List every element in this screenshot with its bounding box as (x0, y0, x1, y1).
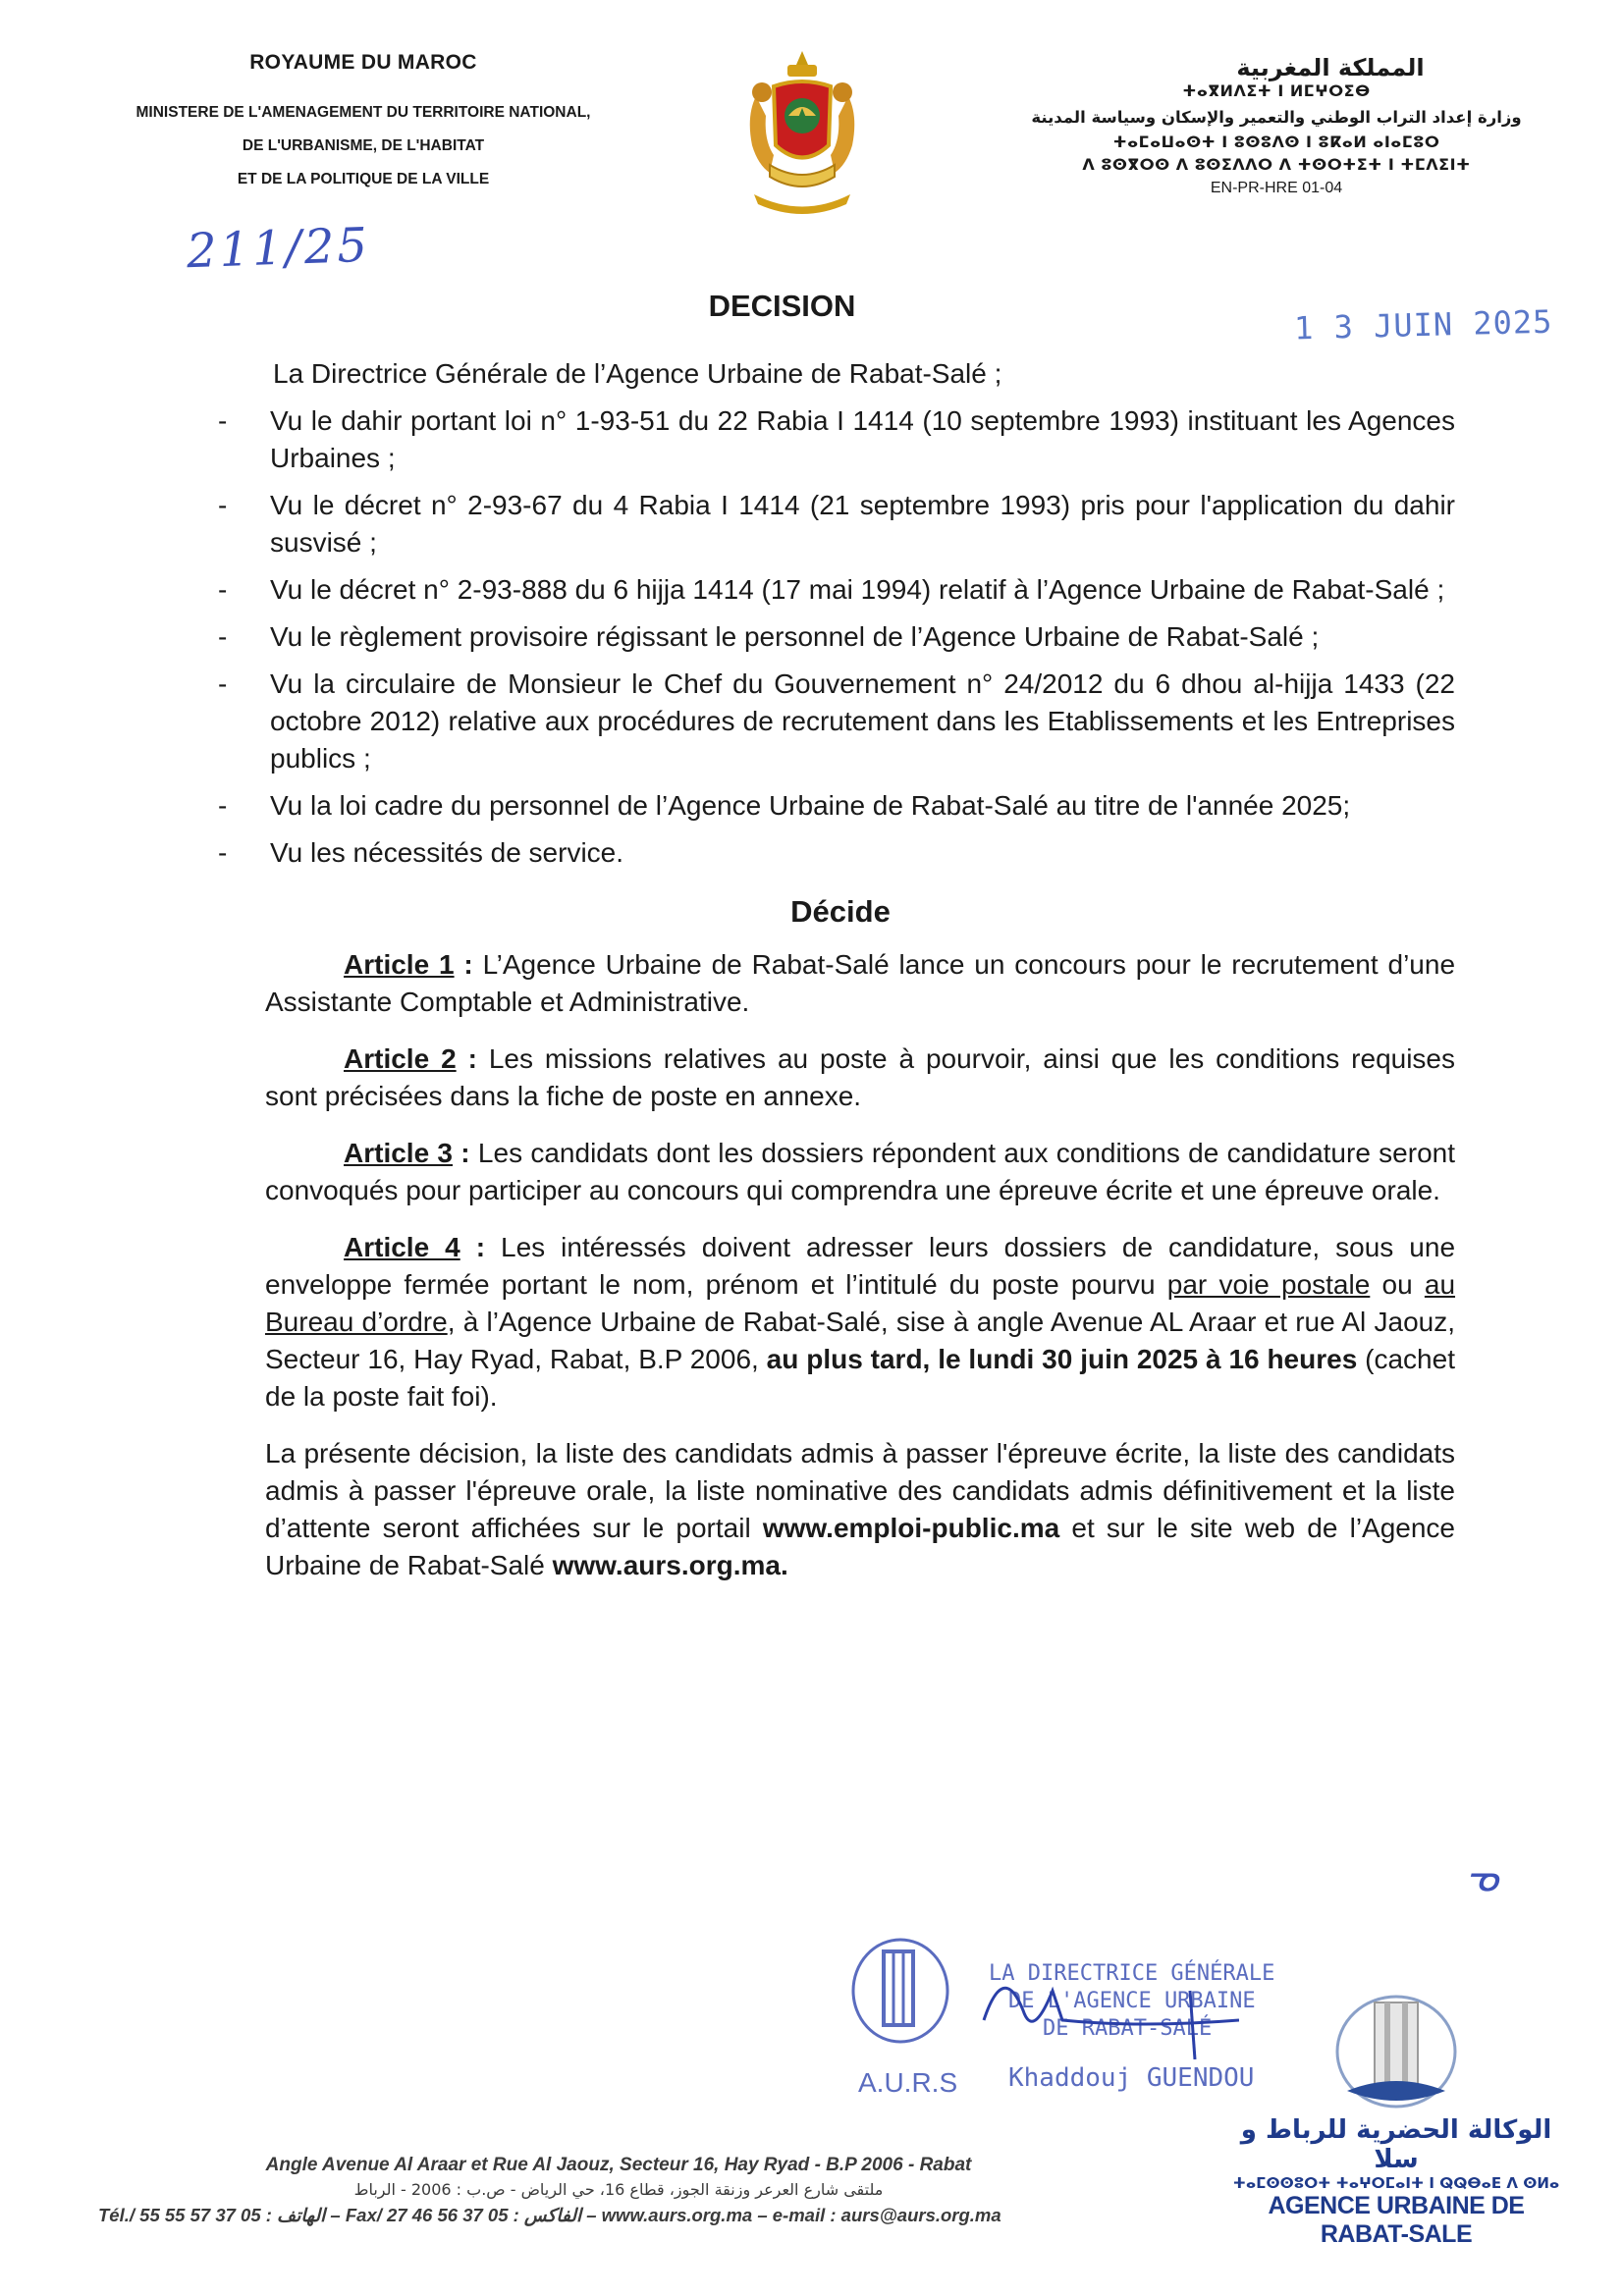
aurs-logo-stamp-icon (846, 1932, 954, 2059)
list-item: - Vu le dahir portant loi n° 1-93-51 du 22 Rabia I 1414 (10 septembre 1993) instituant les Agences Urbaines ; (218, 405, 1455, 473)
document-title: DECISION (708, 289, 856, 323)
ministry-ar: وزارة إعداد التراب الوطني والتعمير والإسكان وسياسة المدينة (1031, 108, 1522, 127)
kingdom-fr: ROYAUME DU MAROC (249, 51, 477, 74)
decide-heading: Décide (790, 894, 891, 929)
article-label: Article 1 (344, 949, 455, 980)
considerations-list (218, 402, 1455, 872)
handwritten-initials: ᓀ (1465, 1855, 1499, 1900)
footer-address-fr: Angle Avenue Al Araar et Rue Al Jaouz, Secteur 16, Hay Ryad - B.P 2006 - Rabat (265, 2155, 972, 2175)
stamp-line: DE L'AGENCE URBAINE (1008, 1989, 1256, 2013)
kingdom-tifinagh: ⵜⴰⴳⵍⴷⵉⵜ ⵏ ⵍⵎⵖⵔⵉⴱ (1182, 81, 1371, 100)
ministry-fr (88, 96, 638, 196)
article-4: Article 4 : Les intéressés doivent adresser leurs dossiers de candidature, sous une enveloppe fermée portant le nom, prénom et l’intitulé du poste pourvu par voie postale ou au Bureau d’ordre, à l’Agence Urbaine de Rabat-Salé, sise à angle Avenue AL Araar et rue Al Jaouz, Secteur 16, Hay Ryad, Rabat, B.P 2006, au plus tard, le lundi 30 juin 2025 à 16 heures (cachet de la poste fait foi). (265, 1232, 1456, 1412)
agency-logo-icon (1327, 1993, 1465, 2110)
article-3: Article 3 : Les candidats dont les dossiers répondent aux conditions de candidature seront convoqués pour participer au concours qui comprendra une épreuve écrite et une épreuve orale. (265, 1138, 1456, 1205)
article-label: Article 4 (344, 1232, 460, 1262)
emploi-public-link: www.emploi-public.ma (762, 1513, 1060, 1543)
document-reference: EN-PR-HRE 01-04 (1210, 180, 1343, 196)
aurs-website: www.aurs.org.ma. (552, 1550, 788, 1580)
signatory-name: Khaddouj GUENDOU (1008, 2063, 1255, 2093)
list-item: - Vu le décret n° 2-93-888 du 6 hijja 1414 (17 mai 1994) relatif à l’Agence Urbaine de Rabat-Salé ; (218, 574, 1445, 605)
agency-name-fr: AGENCE URBAINE DE RABAT-SALE (1268, 2192, 1525, 2248)
ministry-line: MINISTERE DE L'AMENAGEMENT DU TERRITOIRE NATIONAL, (135, 104, 591, 121)
ministry-tifinagh-line: ⵜⴰⵎⴰⵡⴰⵙⵜ ⵏ ⵓⵙⵓⴷⵙ ⵏ ⵓⴽⴰⵍ ⴰⵏⴰⵎⵓⵔ (1112, 133, 1440, 151)
coat-of-arms-emblem (744, 47, 860, 214)
document-body (218, 355, 1456, 1584)
date-stamp: 1 3 JUIN 2025 (1293, 302, 1553, 347)
list-item: - Vu le décret n° 2-93-67 du 4 Rabia I 1414 (21 septembre 1993) pris pour l'application du dahir susvisé ; (218, 490, 1455, 558)
closing-paragraph: La présente décision, la liste des candidats admis à passer l'épreuve écrite, la liste des candidats admis à passer l'épreuve orale, la liste nominative des candidats admis définitivement et la liste d’attente seront affichées sur le portail www.emploi-public.ma et sur le site web de l’Agence Urbaine de Rabat-Salé www.aurs.org.ma. (265, 1438, 1455, 1580)
signature (945, 1951, 1239, 2059)
handwritten-reference-number: 211/25 (186, 217, 371, 280)
article-1: Article 1 : L’Agence Urbaine de Rabat-Salé lance un concours pour le recrutement d’une Assistante Comptable et Administrative. (265, 949, 1456, 1017)
article-label: Article 3 (344, 1138, 454, 1168)
header-right (1001, 54, 1551, 197)
intro-line: La Directrice Générale de l’Agence Urbaine de Rabat-Salé ; (273, 358, 1002, 389)
stamp-line: LA DIRECTRICE GÉNÉRALE (989, 1961, 1275, 1986)
ministry-line: ET DE LA POLITIQUE DE LA VILLE (237, 171, 490, 187)
agency-name-tifinagh: ⵜⴰⵎⵙⵙⵓⵔⵜ ⵜⴰⵖⵔⵎⴰⵏⵜ ⵏ ⵕⵕⴱⴰⴹ ⴷ ⵙⵍⴰ (1232, 2174, 1560, 2192)
stamp-aurs: A.U.R.S (858, 2067, 958, 2098)
director-stamp (846, 1932, 1278, 2109)
footer (98, 2155, 1139, 2226)
agency-logo (1229, 1993, 1563, 2277)
header-left (88, 51, 638, 196)
article-label: Article 2 (344, 1043, 457, 1074)
list-item: - Vu la loi cadre du personnel de l’Agence Urbaine de Rabat-Salé au titre de l'année 2025; (218, 790, 1351, 821)
footer-contact: Tél./ الهاتف : 05 37 57 55 55 – Fax/ الفاكس : 05 37 56 46 27 – www.aurs.org.ma – e-mail : aurs@aurs.org.ma (98, 2205, 1001, 2225)
list-item: - Vu les nécessités de service. (218, 837, 624, 868)
ministry-line: DE L'URBANISME, DE L'HABITAT (242, 137, 485, 154)
stamp-line: DE RABAT-SALÉ (1043, 2016, 1213, 2041)
footer-address-ar: ملتقى شارع العرعر وزنقة الجوز، قطاع 16، حي الرياض - ص.ب : 2006 - الرباط (353, 2180, 884, 2199)
article-2: Article 2 : Les missions relatives au poste à pourvoir, ainsi que les conditions requises sont précisées dans la fiche de poste en annexe. (265, 1043, 1456, 1111)
agency-name-ar: الوكالة الحضرية للرباط و سلا (1240, 2115, 1552, 2174)
kingdom-ar: المملكة المغربية (1236, 54, 1425, 81)
list-item: - Vu la circulaire de Monsieur le Chef du Gouvernement n° 24/2012 du 6 dhou al-hijja 1433 (22 octobre 2012) relative aux procédures de recrutement dans les Etablissements et les Entreprises publics ; (218, 668, 1455, 774)
ministry-tifinagh-line: ⴷ ⵓⵙⴳⵔⵙ ⴷ ⵓⵙⵉⴷⴷⵔ ⴷ ⵜⵙⵔⵜⵉⵜ ⵏ ⵜⵎⴷⵉⵏⵜ (1082, 155, 1471, 174)
list-item: - Vu le règlement provisoire régissant le personnel de l’Agence Urbaine de Rabat-Salé ; (218, 621, 1320, 652)
